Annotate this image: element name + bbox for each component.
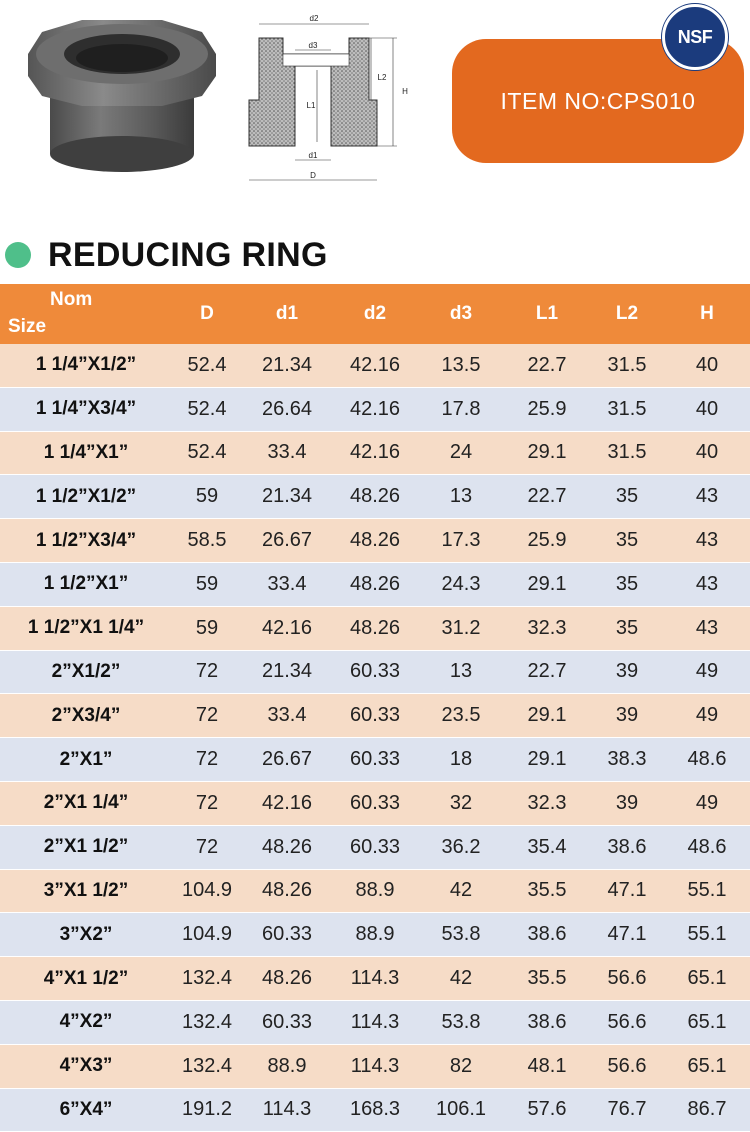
header-nom: Nom <box>50 289 93 310</box>
cell-d: 72 <box>172 825 242 869</box>
header-h: H <box>664 284 750 344</box>
cell-l1: 29.1 <box>504 738 590 782</box>
cell-h: 65.1 <box>664 957 750 1001</box>
table-row <box>0 519 750 563</box>
cell-d1: 60.33 <box>242 913 332 957</box>
cell-d: 72 <box>172 781 242 825</box>
cell-l2: 35 <box>590 606 664 650</box>
table-row <box>0 738 750 782</box>
header-l1: L1 <box>504 284 590 344</box>
cell-l2: 38.3 <box>590 738 664 782</box>
cell-d2: 42.16 <box>332 431 418 475</box>
cell-l1: 25.9 <box>504 519 590 563</box>
cell-d1: 48.26 <box>242 825 332 869</box>
table-row <box>0 869 750 913</box>
cell-h: 40 <box>664 431 750 475</box>
cell-l2: 31.5 <box>590 387 664 431</box>
cell-l2: 56.6 <box>590 1000 664 1044</box>
cell-d3: 13 <box>418 475 504 519</box>
cell-d2: 114.3 <box>332 1044 418 1088</box>
header-d: D <box>172 284 242 344</box>
dimension-drawing <box>245 10 435 190</box>
label-l1: L1 <box>306 101 316 110</box>
cell-size: 4”X3” <box>0 1044 172 1088</box>
cell-l1: 35.5 <box>504 957 590 1001</box>
label-d2: d2 <box>309 14 319 23</box>
cell-d1: 33.4 <box>242 694 332 738</box>
cell-d: 58.5 <box>172 519 242 563</box>
product-photo <box>22 14 222 184</box>
cell-d2: 114.3 <box>332 957 418 1001</box>
cell-h: 86.7 <box>664 1088 750 1132</box>
cell-d3: 42 <box>418 957 504 1001</box>
cell-d2: 48.26 <box>332 606 418 650</box>
cell-d3: 23.5 <box>418 694 504 738</box>
table-row <box>0 1088 750 1132</box>
cell-size: 2”X1/2” <box>0 650 172 694</box>
cell-d2: 60.33 <box>332 825 418 869</box>
cell-d: 104.9 <box>172 869 242 913</box>
cell-d: 59 <box>172 475 242 519</box>
header-d2: d2 <box>332 284 418 344</box>
table-row <box>0 1000 750 1044</box>
cell-d: 72 <box>172 694 242 738</box>
cell-size: 4”X2” <box>0 1000 172 1044</box>
cell-d2: 48.26 <box>332 519 418 563</box>
table-row <box>0 387 750 431</box>
cell-d2: 88.9 <box>332 913 418 957</box>
cell-d3: 82 <box>418 1044 504 1088</box>
section-heading <box>0 232 750 282</box>
label-d3: d3 <box>308 41 318 50</box>
cell-size: 1 1/4”X3/4” <box>0 387 172 431</box>
cell-l1: 57.6 <box>504 1088 590 1132</box>
cell-d3: 17.3 <box>418 519 504 563</box>
cell-d2: 114.3 <box>332 1000 418 1044</box>
cell-d1: 88.9 <box>242 1044 332 1088</box>
header-l2: L2 <box>590 284 664 344</box>
cell-l2: 56.6 <box>590 1044 664 1088</box>
cell-d: 132.4 <box>172 1000 242 1044</box>
cell-l1: 35.5 <box>504 869 590 913</box>
cell-d: 132.4 <box>172 1044 242 1088</box>
cell-size: 4”X1 1/2” <box>0 957 172 1001</box>
label-h: H <box>402 87 408 96</box>
item-number: ITEM NO:CPS010 <box>500 87 696 114</box>
cell-d2: 168.3 <box>332 1088 418 1132</box>
cell-d: 52.4 <box>172 387 242 431</box>
cell-d1: 48.26 <box>242 957 332 1001</box>
table-row <box>0 475 750 519</box>
label-l2: L2 <box>377 73 387 82</box>
table-header-row <box>0 284 750 344</box>
cell-l2: 31.5 <box>590 344 664 387</box>
cell-h: 43 <box>664 475 750 519</box>
cell-l2: 31.5 <box>590 431 664 475</box>
table-row <box>0 957 750 1001</box>
cell-l2: 39 <box>590 650 664 694</box>
cell-h: 40 <box>664 387 750 431</box>
cell-l1: 29.1 <box>504 694 590 738</box>
table-row <box>0 431 750 475</box>
cell-size: 2”X1 1/2” <box>0 825 172 869</box>
cell-d1: 42.16 <box>242 781 332 825</box>
cell-l1: 38.6 <box>504 913 590 957</box>
cell-l1: 25.9 <box>504 387 590 431</box>
cell-size: 1 1/4”X1/2” <box>0 344 172 387</box>
cell-h: 55.1 <box>664 913 750 957</box>
table-row <box>0 562 750 606</box>
cell-d1: 21.34 <box>242 650 332 694</box>
cell-h: 49 <box>664 650 750 694</box>
cell-d1: 33.4 <box>242 431 332 475</box>
cell-d2: 42.16 <box>332 387 418 431</box>
cell-size: 6”X4” <box>0 1088 172 1132</box>
cell-d2: 88.9 <box>332 869 418 913</box>
table-row <box>0 913 750 957</box>
cell-l2: 39 <box>590 694 664 738</box>
cell-size: 3”X2” <box>0 913 172 957</box>
cell-l1: 32.3 <box>504 781 590 825</box>
cell-d3: 13 <box>418 650 504 694</box>
cell-d: 59 <box>172 562 242 606</box>
cell-h: 48.6 <box>664 738 750 782</box>
cell-h: 40 <box>664 344 750 387</box>
cell-size: 1 1/2”X1 1/4” <box>0 606 172 650</box>
cell-d1: 21.34 <box>242 344 332 387</box>
nsf-logo <box>662 4 728 70</box>
cell-l2: 56.6 <box>590 957 664 1001</box>
cell-h: 65.1 <box>664 1044 750 1088</box>
cell-d: 59 <box>172 606 242 650</box>
bullet-dot-icon <box>5 242 31 268</box>
cell-h: 55.1 <box>664 869 750 913</box>
cell-l2: 39 <box>590 781 664 825</box>
cell-d3: 36.2 <box>418 825 504 869</box>
cell-d: 132.4 <box>172 957 242 1001</box>
table-row <box>0 606 750 650</box>
cell-h: 48.6 <box>664 825 750 869</box>
cell-d1: 42.16 <box>242 606 332 650</box>
table-row <box>0 694 750 738</box>
cell-size: 1 1/4”X1” <box>0 431 172 475</box>
cell-l2: 35 <box>590 562 664 606</box>
cell-h: 43 <box>664 606 750 650</box>
table-body <box>0 344 750 1132</box>
header-size: Size <box>8 316 47 337</box>
cell-d3: 17.8 <box>418 387 504 431</box>
cell-d1: 48.26 <box>242 869 332 913</box>
cell-d: 52.4 <box>172 344 242 387</box>
table-row <box>0 344 750 387</box>
table-row <box>0 825 750 869</box>
cell-d: 104.9 <box>172 913 242 957</box>
cell-l1: 32.3 <box>504 606 590 650</box>
cell-d1: 33.4 <box>242 562 332 606</box>
cell-d2: 42.16 <box>332 344 418 387</box>
cell-d3: 32 <box>418 781 504 825</box>
cell-d1: 26.67 <box>242 738 332 782</box>
cell-d: 52.4 <box>172 431 242 475</box>
label-d1: d1 <box>308 151 318 160</box>
cell-d3: 53.8 <box>418 1000 504 1044</box>
cell-l2: 35 <box>590 519 664 563</box>
cell-d3: 31.2 <box>418 606 504 650</box>
cell-l1: 22.7 <box>504 475 590 519</box>
cell-h: 43 <box>664 562 750 606</box>
cell-d1: 26.67 <box>242 519 332 563</box>
cell-size: 2”X1 1/4” <box>0 781 172 825</box>
spec-table <box>0 284 750 1132</box>
cell-d2: 48.26 <box>332 475 418 519</box>
page-title: REDUCING RING <box>48 236 328 274</box>
table-row <box>0 1044 750 1088</box>
cell-d1: 114.3 <box>242 1088 332 1132</box>
cell-h: 49 <box>664 781 750 825</box>
cell-l2: 38.6 <box>590 825 664 869</box>
cell-l1: 48.1 <box>504 1044 590 1088</box>
cell-l1: 38.6 <box>504 1000 590 1044</box>
product-header <box>0 0 750 200</box>
cell-h: 49 <box>664 694 750 738</box>
cell-size: 1 1/2”X1/2” <box>0 475 172 519</box>
cell-d: 72 <box>172 650 242 694</box>
cell-d: 72 <box>172 738 242 782</box>
cell-l2: 76.7 <box>590 1088 664 1132</box>
cell-size: 2”X3/4” <box>0 694 172 738</box>
cell-d: 191.2 <box>172 1088 242 1132</box>
header-nom-size <box>0 284 172 344</box>
cell-d1: 60.33 <box>242 1000 332 1044</box>
cell-d3: 18 <box>418 738 504 782</box>
cell-h: 43 <box>664 519 750 563</box>
cell-d1: 26.64 <box>242 387 332 431</box>
cell-d2: 60.33 <box>332 738 418 782</box>
cell-size: 2”X1” <box>0 738 172 782</box>
cell-size: 3”X1 1/2” <box>0 869 172 913</box>
cell-d3: 106.1 <box>418 1088 504 1132</box>
cell-l1: 35.4 <box>504 825 590 869</box>
cell-d3: 13.5 <box>418 344 504 387</box>
header-d1: d1 <box>242 284 332 344</box>
cell-d3: 53.8 <box>418 913 504 957</box>
cell-d2: 60.33 <box>332 781 418 825</box>
cell-l1: 29.1 <box>504 431 590 475</box>
cell-l2: 47.1 <box>590 913 664 957</box>
cell-l1: 22.7 <box>504 344 590 387</box>
cell-size: 1 1/2”X3/4” <box>0 519 172 563</box>
cell-d3: 24.3 <box>418 562 504 606</box>
cell-d2: 60.33 <box>332 650 418 694</box>
cell-h: 65.1 <box>664 1000 750 1044</box>
label-d: D <box>310 171 316 180</box>
nsf-logo-text: NSF <box>677 26 713 47</box>
cell-d2: 60.33 <box>332 694 418 738</box>
cell-l1: 29.1 <box>504 562 590 606</box>
header-d3: d3 <box>418 284 504 344</box>
cell-d2: 48.26 <box>332 562 418 606</box>
cell-l2: 47.1 <box>590 869 664 913</box>
cell-l1: 22.7 <box>504 650 590 694</box>
cell-d3: 24 <box>418 431 504 475</box>
cell-l2: 35 <box>590 475 664 519</box>
cell-d1: 21.34 <box>242 475 332 519</box>
table-row <box>0 781 750 825</box>
cell-size: 1 1/2”X1” <box>0 562 172 606</box>
table-row <box>0 650 750 694</box>
cell-d3: 42 <box>418 869 504 913</box>
